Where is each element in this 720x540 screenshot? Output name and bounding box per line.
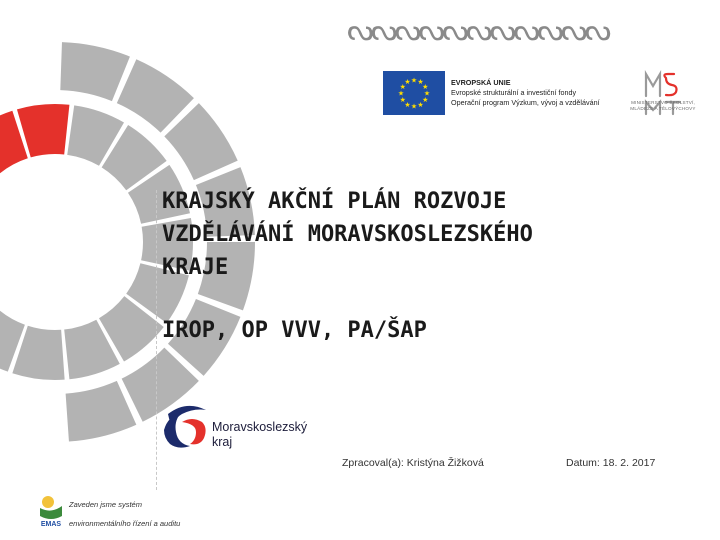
emas-logo-icon	[38, 494, 64, 530]
page-title	[162, 185, 702, 284]
eu-star-icon: ★	[404, 78, 411, 87]
eu-star-icon: ★	[422, 96, 429, 104]
eu-logo	[383, 70, 611, 116]
title-line3: KRAJE	[162, 255, 229, 280]
eu-star-icon: ★	[417, 100, 424, 109]
eu-logo-line3: Operační program Výzkum, vývoj a vzdělávání	[451, 98, 600, 107]
arc-outer-segment	[60, 42, 130, 101]
arc-outer-segment	[66, 381, 137, 442]
eu-star-icon: ★	[410, 102, 418, 111]
region-logo-icon	[160, 400, 212, 460]
eu-star-icon: ★	[399, 96, 406, 104]
eu-logo-line1: EVROPSKÁ UNIE	[451, 78, 511, 87]
eu-star-icon: ★	[423, 89, 431, 98]
region-logo-text	[212, 420, 307, 450]
title-line2: VZDĚLÁVÁNÍ MORAVSKOSLEZSKÉHO	[162, 222, 533, 247]
date-text: Datum: 18. 2. 2017	[566, 457, 656, 469]
msmt-logo-text	[622, 100, 704, 112]
eu-star-icon: ★	[422, 83, 429, 91]
eu-star-icon: ★	[410, 76, 418, 85]
squiggle-decoration: ᔓᔓᔓᔓᔓᔓᔓᔓᔓᔓᔓ	[347, 13, 609, 48]
footer-line2: environmentálního řízení a auditu	[69, 519, 181, 528]
eu-star-icon: ★	[417, 78, 424, 87]
region-logo-line1: Moravskoslezský	[212, 420, 308, 434]
footer-line1: Zaveden jsme systém	[69, 500, 142, 509]
page-subtitle: IROP, OP VVV, PA/ŠAP	[162, 318, 427, 343]
eu-flag-icon	[383, 71, 445, 115]
author-text: Zpracoval(a): Kristýna Žižková	[342, 457, 484, 469]
msmt-logo-line1: MINISTERSTVO ŠKOLSTVÍ,	[631, 100, 695, 105]
eu-star-icon: ★	[399, 83, 406, 91]
title-line1: KRAJSKÝ AKČNÍ PLÁN ROZVOJE	[162, 189, 507, 214]
eu-logo-line2: Evropské strukturální a investiční fondy	[451, 88, 577, 97]
eu-star-icon: ★	[397, 89, 405, 98]
msmt-logo-line2: MLÁDEŽE A TĚLOVÝCHOVY	[630, 106, 696, 111]
eu-star-icon: ★	[404, 100, 411, 109]
region-logo-line2: kraj	[212, 435, 233, 449]
vertical-divider	[156, 190, 157, 490]
svg-text:EMAS: EMAS	[40, 521, 62, 528]
eu-logo-text	[451, 78, 600, 108]
